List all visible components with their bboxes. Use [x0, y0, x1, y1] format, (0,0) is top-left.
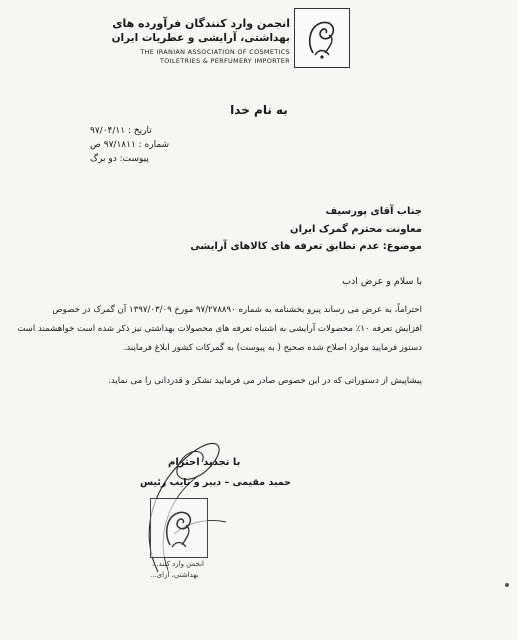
body-line: افزایش تعرفه ۱۰٪ محصولات آرایشی به اشتباه تعرفه های محصولات بهداشتی نیز ذکر شده است خواهشمند است — [17, 324, 422, 334]
body-line: احتراماً، به عرض می رساند پیرو بخشنامه به شماره ۹۷/۲۷۸۸۹۰ مورخ ۱۳۹۷/۰۳/۰۹ آن گمرک در خصوص — [52, 305, 422, 315]
scan-mark — [505, 583, 509, 587]
signature-respect: با تجدید احترام — [168, 457, 241, 468]
association-logo — [294, 8, 350, 68]
stamp-text-line1: انجمن وارد کنند... — [152, 560, 204, 568]
logo-emblem-icon — [295, 9, 349, 67]
closing-paragraph: پیشاپیش از دستوراتی که در این خصوص صادر می فرمایید تشکر و قدردانی را می نماید. — [108, 376, 422, 386]
letter-attachment: پیوست: دو برگ — [90, 154, 149, 164]
body-paragraph — [17, 301, 422, 358]
letter-date: تاریخ : ۹۷/۰۴/۱۱ — [90, 126, 152, 136]
association-stamp — [150, 498, 208, 558]
letter-number: شماره : ۹۷/۱۸۱۱ ص — [90, 140, 170, 150]
greeting: با سلام و عرض ادب — [342, 276, 422, 287]
recipient-title: معاونت محترم گمرک ایران — [290, 224, 422, 235]
stamp-emblem-icon — [151, 499, 207, 557]
org-name-en-line1: THE IRANIAN ASSOCIATION OF COSMETICS — [140, 48, 290, 56]
org-name-en-line2: TOILETRIES & PERFUMERY IMPORTER — [160, 57, 290, 65]
signatory-name: حمید مقیمی – دبیر و نایب رئیس — [140, 477, 291, 488]
stamp-text-line2: بهداشتی، آرای... — [150, 571, 199, 579]
org-name-fa-line2: بهداشتی، آرایشی و عطریات ایران — [111, 32, 290, 44]
recipient-name: جناب آقای پورسیف — [325, 206, 422, 217]
body-line: دستور فرمایید موارد اصلاح شده صحیح ( به پیوست) به گمرکات کشور ابلاغ فرمایند. — [123, 343, 422, 353]
letter-subject: موضوع: عدم تطابق تعرفه های کالاهای آرایشی — [190, 241, 422, 252]
org-name-fa-line1: انجمن وارد کنندگان فرآورده های — [112, 17, 290, 30]
opening-invocation: به نام خدا — [230, 103, 288, 117]
